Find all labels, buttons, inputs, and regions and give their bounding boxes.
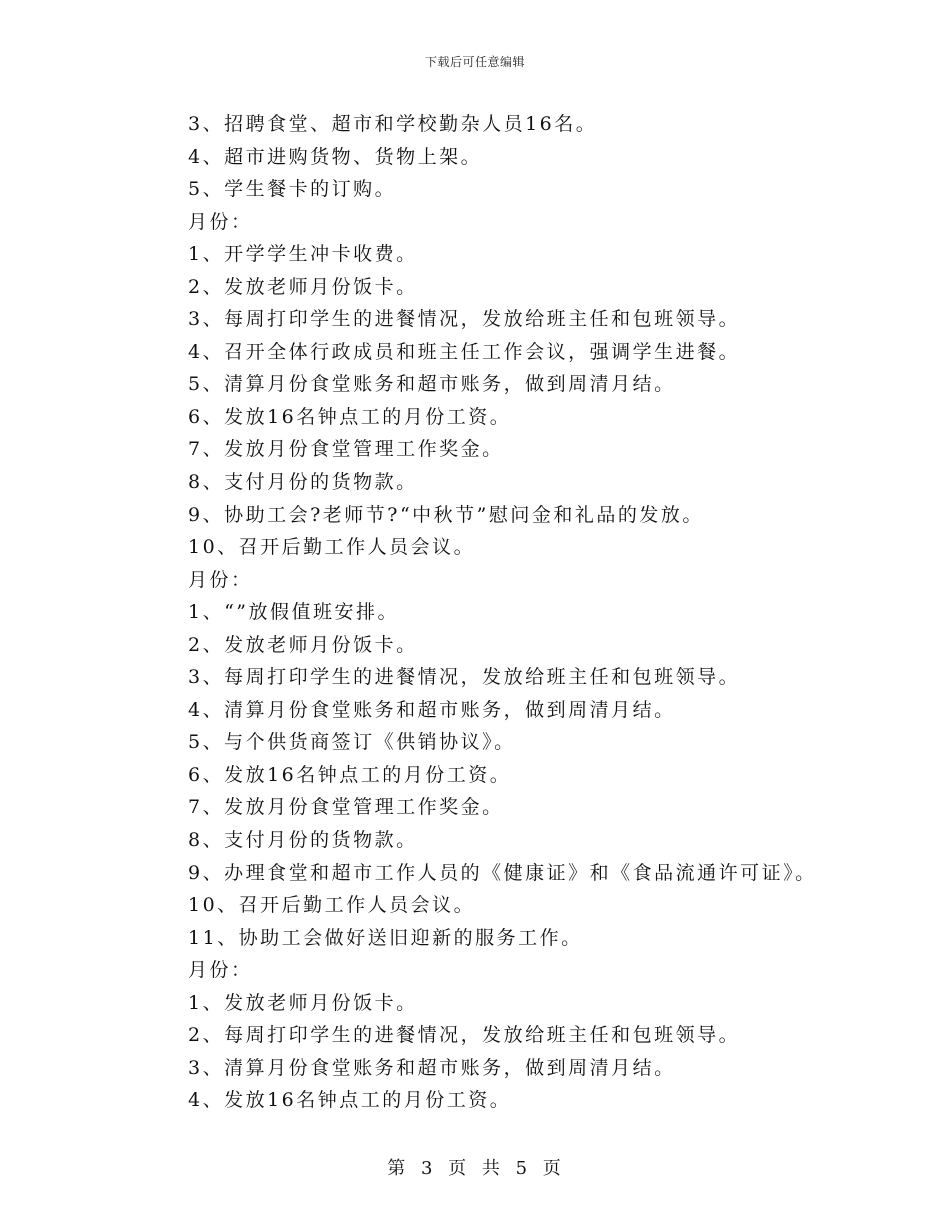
text-line: 10、召开后勤工作人员会议。 [188,894,476,917]
document-body [188,108,908,1117]
text-line: 1、发放老师月份饭卡。 [188,991,418,1014]
text-line: 3、每周打印学生的进餐情况，发放给班主任和包班领导。 [188,308,741,331]
text-line: 8、支付月份的货物款。 [188,471,418,494]
text-line: 5、学生餐卡的订购。 [188,178,397,201]
text-line: 3、每周打印学生的进餐情况，发放给班主任和包班领导。 [188,666,741,689]
text-line: 10、召开后勤工作人员会议。 [188,536,476,559]
header-note: 下载后可任意编辑 [424,55,525,69]
text-line: 9、协助工会?老师节?“中秋节”慰问金和礼品的发放。 [188,503,704,526]
text-line: 2、发放老师月份饭卡。 [188,633,418,656]
text-line: 4、超市进购货物、货物上架。 [188,145,483,168]
text-line: 2、发放老师月份饭卡。 [188,275,418,298]
text-line: 3、清算月份食堂账务和超市账务，做到周清月结。 [188,1056,676,1079]
text-line: 11、协助工会做好送旧迎新的服务工作。 [188,926,583,949]
text-line: 6、发放16名钟点工的月份工资。 [188,763,512,786]
text-line: 3、招聘食堂、超市和学校勤杂人员16名。 [188,113,598,135]
text-line: 5、与个供货商签订《供销协议》。 [188,731,516,754]
page-number: 第 3 页 共 5 页 [387,1158,563,1179]
text-line: 4、召开全体行政成员和班主任工作会议，强调学生进餐。 [188,340,741,363]
text-line: 8、支付月份的货物款。 [188,829,418,852]
month-heading: 月份： [188,568,253,591]
text-line: 2、每周打印学生的进餐情况，发放给班主任和包班领导。 [188,1024,741,1047]
month-heading: 月份： [188,210,253,233]
text-line: 9、办理食堂和超市工作人员的《健康证》和《食品流通许可证》。 [188,861,817,884]
text-line: 7、发放月份食堂管理工作奖金。 [188,796,504,819]
text-line: 1、开学学生冲卡收费。 [188,243,418,266]
text-line: 5、清算月份食堂账务和超市账务，做到周清月结。 [188,373,676,396]
text-line: 1、“”放假值班安排。 [188,601,400,624]
month-heading: 月份： [188,959,253,982]
text-line: 6、发放16名钟点工的月份工资。 [188,405,512,428]
text-line: 4、清算月份食堂账务和超市账务，做到周清月结。 [188,698,676,721]
text-line: 4、发放16名钟点工的月份工资。 [188,1089,512,1112]
text-line: 7、发放月份食堂管理工作奖金。 [188,438,504,461]
